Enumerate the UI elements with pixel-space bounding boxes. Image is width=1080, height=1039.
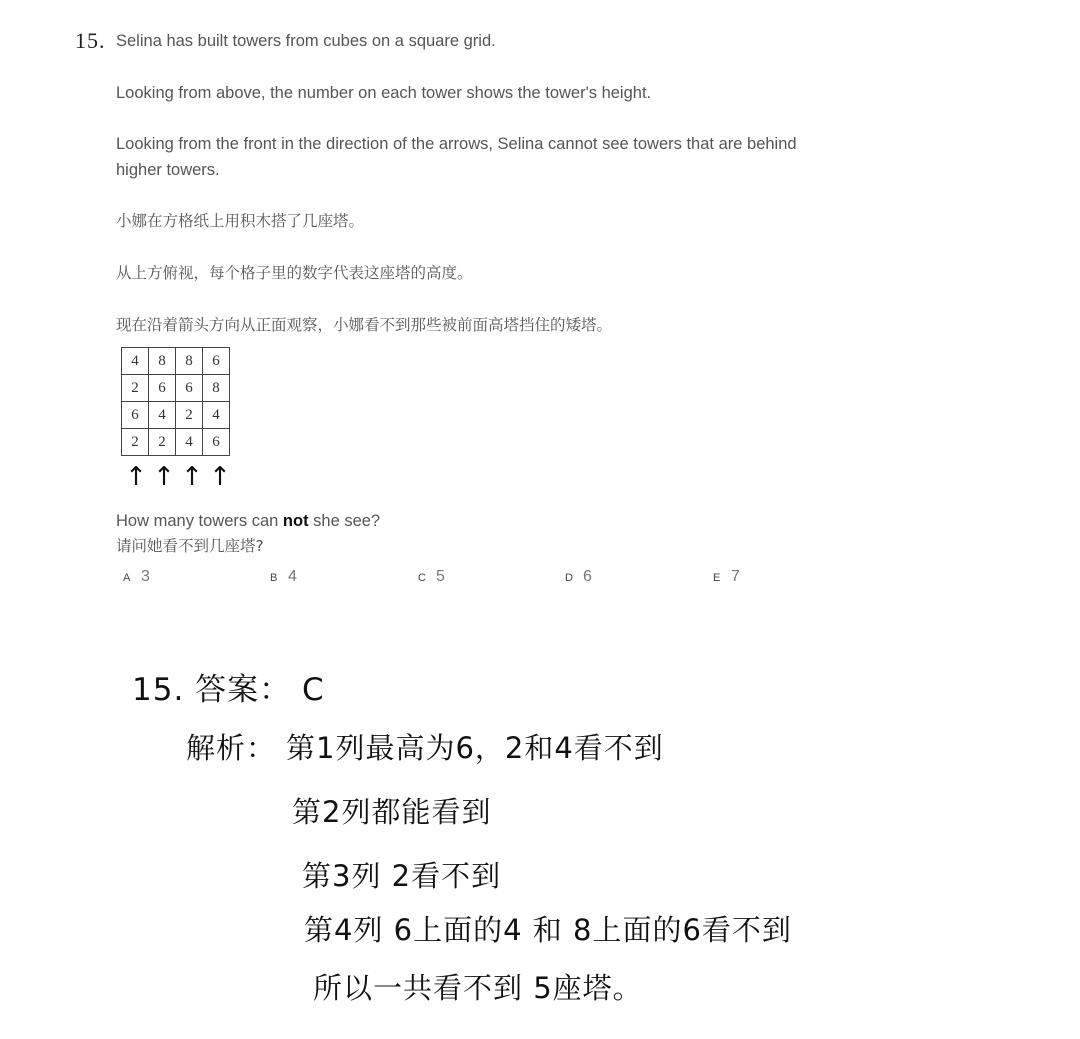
option-value: 6	[583, 568, 592, 585]
grid-cell: 8	[176, 348, 203, 375]
grid-cell: 4	[122, 348, 149, 375]
grid-cell: 2	[122, 429, 149, 456]
handwritten-line-2: 第2列都能看到	[292, 795, 492, 829]
handwritten-line-1: 第1列最高为6，2和4看不到	[286, 731, 664, 765]
grid-row	[122, 429, 230, 456]
grid-row	[122, 402, 230, 429]
handwritten-analysis-label: 解析：	[186, 731, 277, 765]
option-b[interactable]	[270, 568, 297, 586]
option-e[interactable]	[713, 568, 740, 586]
up-arrow-icon: ↑	[153, 462, 175, 492]
question-prompt-cn: 请问她看不到几座塔?	[116, 537, 264, 555]
answer-options	[0, 568, 1080, 592]
view-direction-arrows	[122, 462, 234, 492]
prompt-text-end: she see?	[308, 512, 381, 530]
question-cn-line-3: 现在沿着箭头方向从正面观察，小娜看不到那些被前面高塔挡住的矮塔。	[116, 316, 613, 334]
up-arrow-icon: ↑	[209, 462, 231, 492]
question-cn-line-2: 从上方俯视，每个格子里的数字代表这座塔的高度。	[116, 264, 473, 282]
grid-cell: 4	[149, 402, 176, 429]
question-text-line-3: Looking from the front in the direction of the arrows, Selina cannot see towers that are behind	[116, 135, 797, 153]
option-value: 4	[288, 568, 297, 585]
handwritten-line-4: 第4列 6上面的4 和 8上面的6看不到	[304, 913, 792, 947]
grid-row	[122, 375, 230, 402]
up-arrow-icon: ↑	[125, 462, 147, 492]
grid-row	[122, 348, 230, 375]
option-value: 7	[731, 568, 740, 585]
tower-grid	[121, 347, 230, 456]
grid-cell: 2	[122, 375, 149, 402]
grid-cell: 2	[176, 402, 203, 429]
grid-cell: 8	[203, 375, 230, 402]
option-d[interactable]	[565, 568, 592, 586]
grid-cell: 6	[149, 375, 176, 402]
grid-cell: 6	[122, 402, 149, 429]
option-a[interactable]	[123, 568, 150, 586]
grid-cell: 6	[176, 375, 203, 402]
question-text-line-1: Selina has built towers from cubes on a square grid.	[116, 32, 496, 50]
option-letter: A	[123, 572, 131, 584]
prompt-text: How many towers can	[116, 512, 283, 530]
grid-cell: 8	[149, 348, 176, 375]
up-arrow-icon: ↑	[181, 462, 203, 492]
grid-cell: 6	[203, 348, 230, 375]
question-number: 15.	[75, 28, 106, 53]
question-text-line-2: Looking from above, the number on each tower shows the tower's height.	[116, 84, 652, 102]
handwritten-line-5: 所以一共看不到 5座塔。	[313, 971, 643, 1005]
question-prompt-en	[116, 508, 380, 534]
option-value: 3	[141, 568, 150, 585]
grid-cell: 2	[149, 429, 176, 456]
option-value: 5	[436, 568, 445, 585]
option-letter: B	[270, 572, 278, 584]
grid-cell: 4	[176, 429, 203, 456]
option-letter: C	[418, 572, 426, 584]
question-cn-line-1: 小娜在方格纸上用积木搭了几座塔。	[116, 212, 365, 230]
prompt-bold-not: not	[282, 512, 309, 530]
question-text-line-4: higher towers.	[116, 161, 220, 179]
handwritten-answer: 15. 答案： C	[132, 672, 325, 708]
handwritten-line-3: 第3列 2看不到	[302, 859, 502, 893]
grid-cell: 4	[203, 402, 230, 429]
option-c[interactable]	[418, 568, 445, 586]
grid-cell: 6	[203, 429, 230, 456]
option-letter: E	[713, 572, 721, 584]
option-letter: D	[565, 572, 573, 584]
